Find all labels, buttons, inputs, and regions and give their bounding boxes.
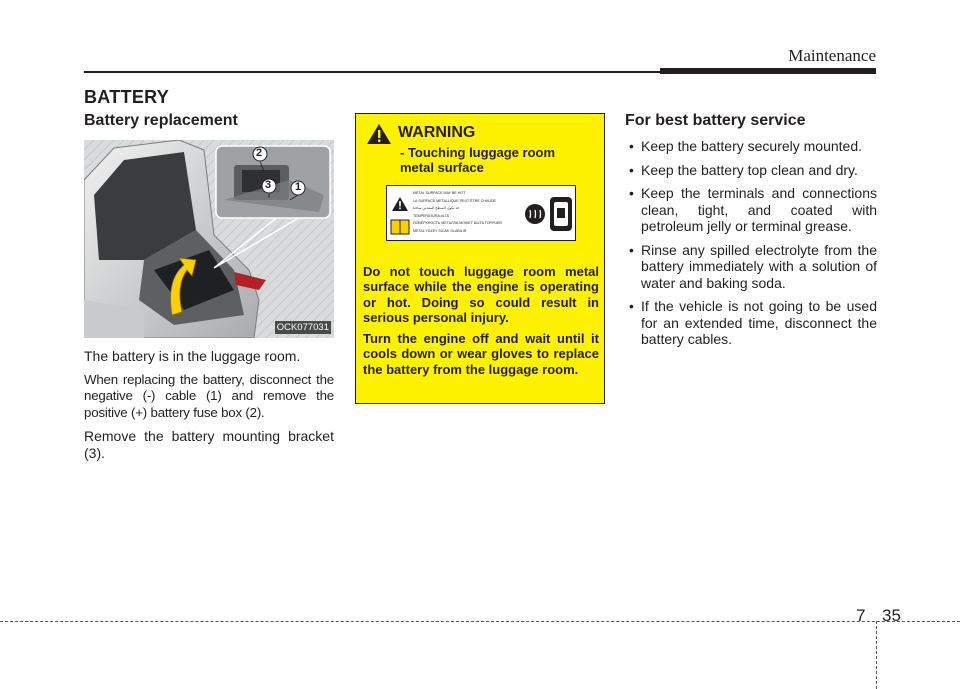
hot-surface-icon <box>524 194 574 234</box>
section-title: BATTERY <box>84 87 170 107</box>
hot-surface-label <box>386 185 576 241</box>
paragraph: Remove the battery mounting bracket (3). <box>84 428 334 461</box>
label-line: METAL SURFACE MAY BE HOT <box>413 191 466 195</box>
list-item: • Rinse any spilled electrolyte from the battery immediately with a solution of water and baking soda. <box>625 242 877 292</box>
list-item: • If the vehicle is not going to be used for an extended time, disconnect the battery cables. <box>625 298 877 348</box>
paragraph: The battery is in the luggage room. <box>84 348 301 364</box>
manual-book-icon <box>390 219 410 235</box>
warning-title: WARNING <box>398 124 476 141</box>
warning-text <box>363 264 599 383</box>
page-number: 35 <box>882 606 901 625</box>
running-head: Maintenance <box>788 46 876 65</box>
warning-subtitle: - Touching luggage room metal surface <box>400 145 556 175</box>
warning-box <box>355 113 605 404</box>
label-line: TEMPERATURA ALTA <box>413 213 449 218</box>
label-line: METAL YÜZEY SICAK OLABILIR <box>413 228 467 233</box>
best-battery-service-heading: For best battery service <box>625 112 806 129</box>
label-lines <box>413 190 521 236</box>
callout-1: 1 <box>295 181 302 193</box>
label-line: ПОВЕРХНОСТЬ МЕТАЛЛА МОЖЕТ БЫТЬ ГОРЯЧЕЙ <box>413 221 502 226</box>
header-rule <box>84 71 660 73</box>
battery-location-figure <box>84 140 334 338</box>
caution-triangle-icon <box>391 196 409 212</box>
warning-triangle-icon <box>366 123 392 145</box>
warning-paragraph: Do not touch luggage room metal surface while the engine is operating or hot. Doing so could result in serious personal injury. <box>363 264 599 325</box>
paragraph: When replacing the battery, disconnect the negative (-) cable (1) and remove the positive (+) battery fuse box (2). <box>84 371 334 420</box>
footer-divider <box>876 621 877 689</box>
battery-replacement-text <box>84 348 334 468</box>
figure-code: OCK077031 <box>276 322 329 333</box>
footer-rule <box>0 621 960 622</box>
chapter-number: 7 <box>856 606 866 625</box>
label-line: LA SURFACE METALLIQUE PEUT ÊTRE CHAUDE <box>413 198 496 203</box>
warning-paragraph: Turn the engine off and wait until it cools down or wear gloves to replace the battery from the luggage room. <box>363 331 599 377</box>
list-item: • Keep the battery securely mounted. <box>625 138 877 155</box>
callout-3: 3 <box>265 179 272 191</box>
callout-2: 2 <box>256 147 263 159</box>
label-line: قد يكون السطح المعدني ساخنا <box>413 206 459 211</box>
list-item: • Keep the battery top clean and dry. <box>625 162 877 179</box>
battery-service-list <box>625 138 877 355</box>
list-item: • Keep the terminals and connections clean, tight, and coated with petroleum jelly or terminal grease. <box>625 185 877 235</box>
header-rule-accent <box>660 68 876 74</box>
battery-replacement-heading: Battery replacement <box>84 112 238 129</box>
car-luggage-illustration <box>84 140 334 338</box>
